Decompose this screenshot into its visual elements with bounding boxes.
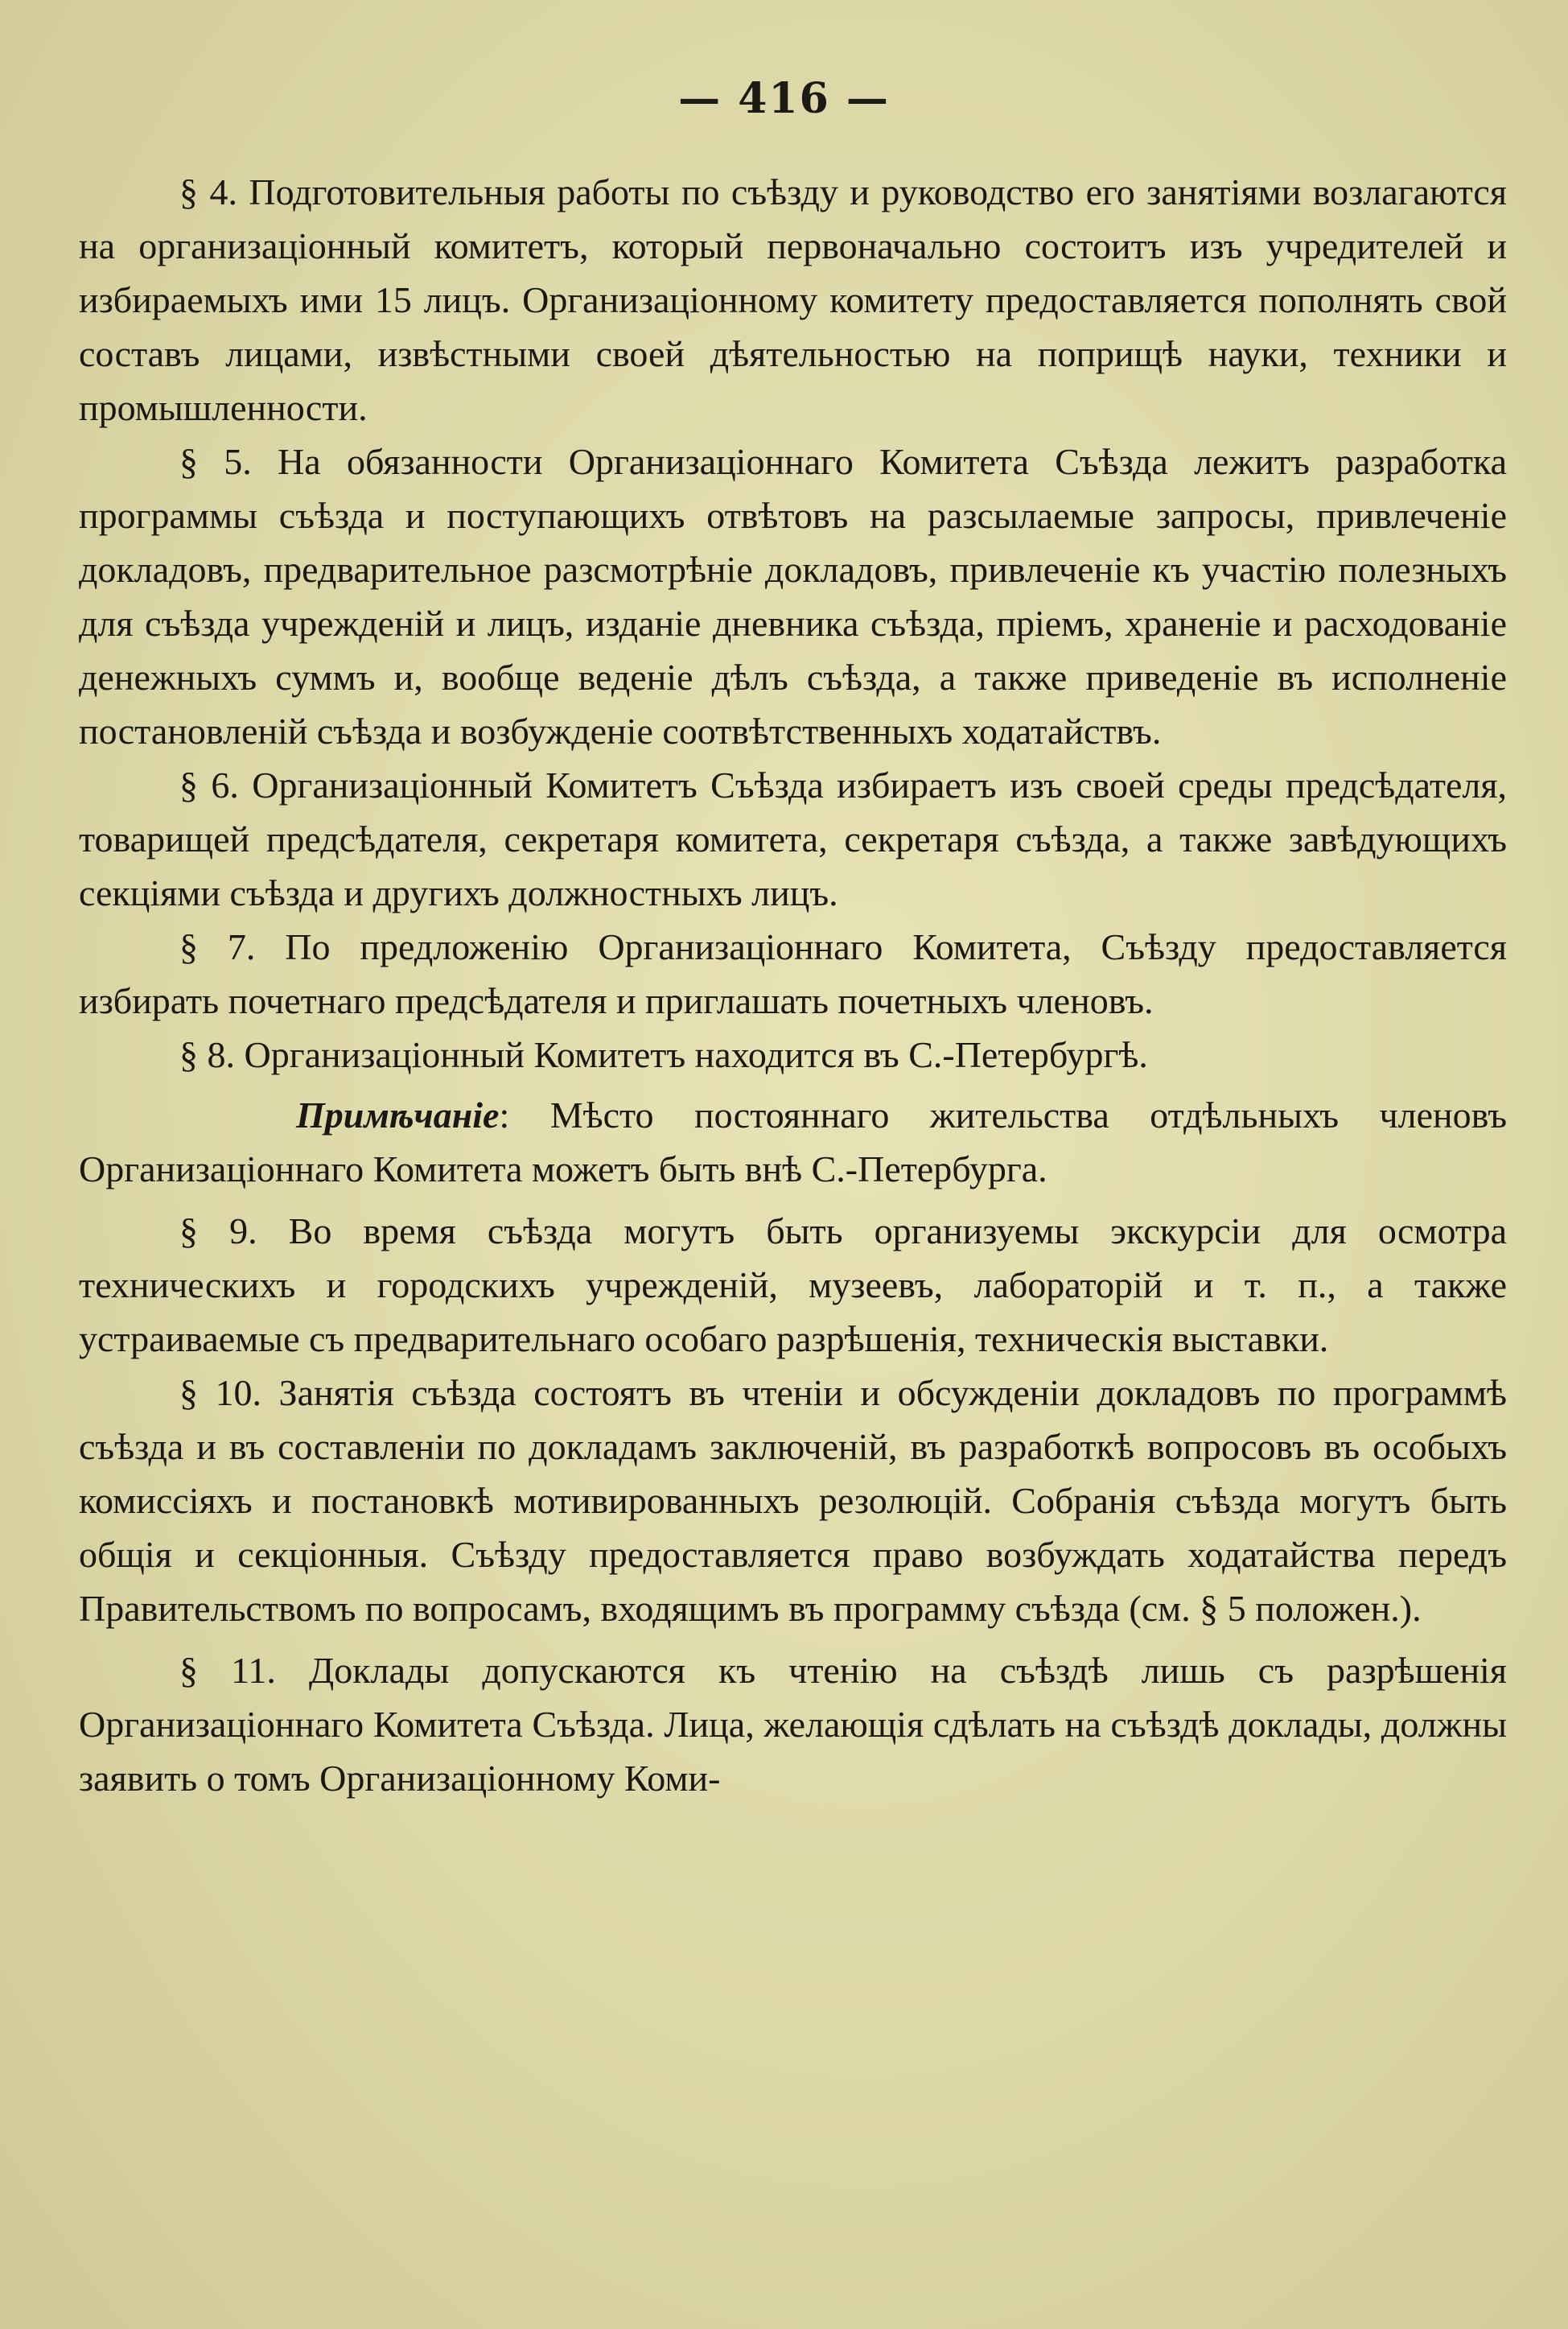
paragraph-section-11: § 11. Доклады допускаются къ чтенію на съѣздѣ лишь съ разрѣшенія Организаціоннаго Комитета Съѣзда. Лица, желающія сдѣлать на съѣздѣ доклады, должны заявить о томъ Организаціонному Коми- bbox=[79, 1650, 1507, 1799]
paragraph-section-4: § 4. Подготовительныя работы по съѣзду и руководство его занятіями возлагаются на организаціонный комитетъ, который первоначально состоитъ изъ учредителей и избираемыхъ ими 15 лицъ. Организаціонному комитету предоставляется пополнять свой составъ лицами, извѣстными своей дѣятельностью на поприщѣ науки, техники и промышленности. bbox=[79, 171, 1507, 428]
paragraph-section-7: § 7. По предложенію Организаціоннаго Комитета, Съѣзду предоставляется избирать почетнаго предсѣдателя и приглашать почетныхъ членовъ. bbox=[79, 926, 1507, 1021]
body-text bbox=[79, 165, 1507, 1805]
paragraph-section-8: § 8. Организаціонный Комитетъ находится въ С.-Петербургѣ. bbox=[179, 1034, 1148, 1075]
note-text: : Мѣсто постояннаго жительства отдѣльныхъ членовъ Организаціоннаго Комитета можетъ быть внѣ С.-Петербурга. bbox=[79, 1094, 1507, 1189]
paragraph-section-6: § 6. Организаціонный Комитетъ Съѣзда избираетъ изъ своей среды предсѣдателя, товарищей предсѣдателя, секретаря комитета, секретаря съѣзда, а также завѣдующихъ секціями съѣзда и другихъ должностныхъ лицъ. bbox=[79, 765, 1507, 913]
paragraph-section-5: § 5. На обязанности Организаціоннаго Комитета Съѣзда лежитъ разработка программы съѣзда и поступающихъ отвѣтовъ на разсылаемые запросы, привлеченіе докладовъ, предварительное разсмотрѣніе докладовъ, привлеченіе къ участію полезныхъ для съѣзда учрежденій и лицъ, изданіе дневника съѣзда, пріемъ, храненіе и расходованіе денежныхъ суммъ и, вообще веденіе дѣлъ съѣзда, а также приведеніе въ исполненіе постановленій съѣзда и возбужденіе соотвѣтственныхъ ходатайствъ. bbox=[79, 441, 1507, 752]
note-label: Примѣчаніе bbox=[296, 1094, 500, 1136]
paragraph-section-10: § 10. Занятія съѣзда состоятъ въ чтеніи и обсужденіи докладовъ по программѣ съѣзда и въ составленіи по докладамъ заключеній, въ разработкѣ вопросовъ въ особыхъ комиссіяхъ и постановкѣ мотивированныхъ резолюцій. Собранія съѣзда могутъ быть общія и секціонныя. Съѣзду предоставляется право возбуждать ходатайства передъ Правительствомъ по вопросамъ, входящимъ въ программу съѣзда (см. § 5 положен.). bbox=[79, 1372, 1507, 1629]
paragraph-section-9: § 9. Во время съѣзда могутъ быть организуемы экскурсіи для осмотра техническихъ и городскихъ учрежденій, музеевъ, лабораторій и т. п., а также устраиваемые съ предварительнаго особаго разрѣшенія, техническія выставки. bbox=[79, 1210, 1507, 1359]
page-number: — 416 — bbox=[678, 74, 890, 123]
note-paragraph bbox=[79, 1088, 1507, 1196]
